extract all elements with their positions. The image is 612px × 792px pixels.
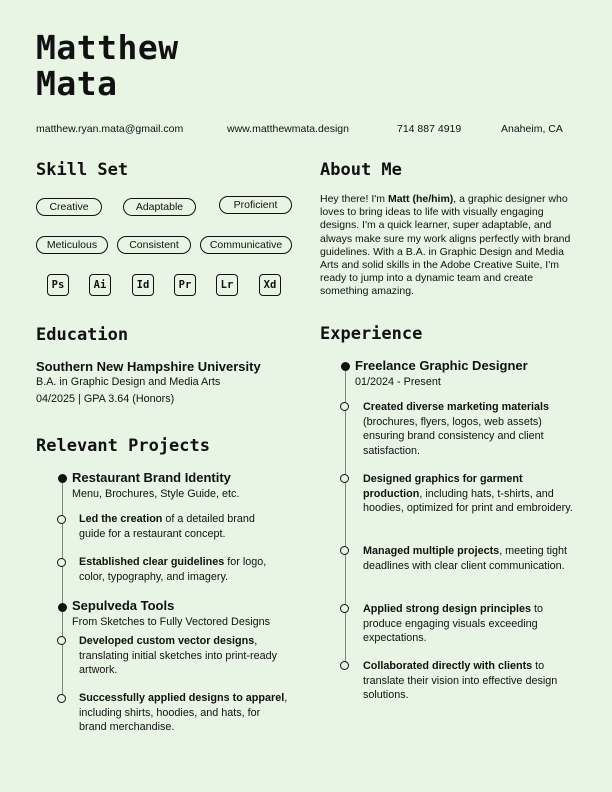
first-name: Matthew [36, 28, 179, 67]
bullet-ring [340, 546, 349, 555]
project-bullet: Led the creation of a detailed brand guide for a restaurant concept. [79, 513, 255, 540]
bullet-ring [340, 661, 349, 670]
bullet-ring [57, 558, 66, 567]
degree-text: B.A. in Graphic Design and Media Arts [36, 376, 221, 388]
photoshop-icon: Ps [47, 274, 69, 296]
project-dot [58, 474, 67, 483]
experience-bullet: Collaborated directly with clients to translate their vision into effective design solutions. [363, 660, 558, 702]
project-bullet: Successfully applied designs to apparel, including shirts, hoodies, and hats, for brand merchandise. [79, 692, 288, 734]
about-heading: About Me [320, 160, 402, 180]
premiere-icon: Pr [174, 274, 196, 296]
bullet-ring [340, 402, 349, 411]
skill-pill: Communicative [200, 236, 292, 254]
location-text: Anaheim, CA [501, 123, 563, 135]
email-link[interactable]: matthew.ryan.mata@gmail.com [36, 123, 184, 135]
skills-heading: Skill Set [36, 160, 129, 180]
bullet-ring [57, 515, 66, 524]
skill-pill: Proficient [219, 196, 292, 214]
project-title: Restaurant Brand Identity [72, 470, 231, 485]
projects-timeline [62, 478, 63, 700]
bullet-ring [340, 474, 349, 483]
about-rest: , a graphic designer who loves to bring ideas to life with visually engaging designs. I'm a quick learner, super adaptable, and always make sure my work aligns perfectly with brand guidelines. With a B.A. in Graphic Design and Media Arts and solid skills in the Adobe Creative Suite, I'm ready to jump into a dynamic team and create something amazing. [320, 193, 571, 298]
project-subtitle: From Sketches to Fully Vectored Designs [72, 616, 271, 628]
skill-pill: Adaptable [123, 198, 196, 216]
project-dot [58, 603, 67, 612]
role-dot [341, 362, 350, 371]
about-intro: Hey there! I'm [320, 193, 388, 205]
phone-text: 714 887 4919 [397, 123, 462, 135]
school-name: Southern New Hampshire University [36, 359, 261, 374]
role-dates: 01/2024 - Present [355, 376, 441, 388]
bullet-ring [340, 604, 349, 613]
lightroom-icon: Lr [216, 274, 238, 296]
illustrator-icon: Ai [89, 274, 111, 296]
experience-bullet: Designed graphics for garment production, including hats, t-shirts, and hoodies, optimized for print and embroidery. [363, 473, 573, 515]
education-heading: Education [36, 325, 129, 345]
indesign-icon: Id [132, 274, 154, 296]
last-name: Mata [36, 64, 118, 103]
xd-icon: Xd [259, 274, 281, 296]
resume-name [36, 30, 179, 102]
experience-bullet: Created diverse marketing materials (brochures, flyers, logos, web assets) ensuring brand consistency and client satisfaction. [363, 401, 550, 457]
about-name: Matt (he/him) [387, 193, 454, 205]
about-paragraph [320, 193, 582, 299]
project-subtitle: Menu, Brochures, Style Guide, etc. [72, 488, 240, 500]
bullet-ring [57, 694, 66, 703]
experience-heading: Experience [320, 324, 423, 344]
skill-pill: Consistent [117, 236, 191, 254]
experience-timeline [345, 370, 346, 667]
experience-bullet: Applied strong design principles to produce engaging visuals exceeding expectations. [363, 603, 543, 645]
skill-pill: Creative [36, 198, 102, 216]
skill-pill: Meticulous [36, 236, 108, 254]
bullet-ring [57, 636, 66, 645]
experience-bullet: Managed multiple projects, meeting tight deadlines with clear client communication. [363, 545, 568, 572]
project-bullet: Established clear guidelines for logo, color, typography, and imagery. [79, 556, 267, 583]
role-title: Freelance Graphic Designer [355, 358, 528, 373]
graduation-details: 04/2025 | GPA 3.64 (Honors) [36, 393, 175, 405]
website-link[interactable]: www.matthewmata.design [227, 123, 349, 135]
project-bullet: Developed custom vector designs, translating initial sketches into print-ready artwork. [79, 635, 278, 677]
project-title: Sepulveda Tools [72, 598, 175, 613]
projects-heading: Relevant Projects [36, 436, 210, 456]
